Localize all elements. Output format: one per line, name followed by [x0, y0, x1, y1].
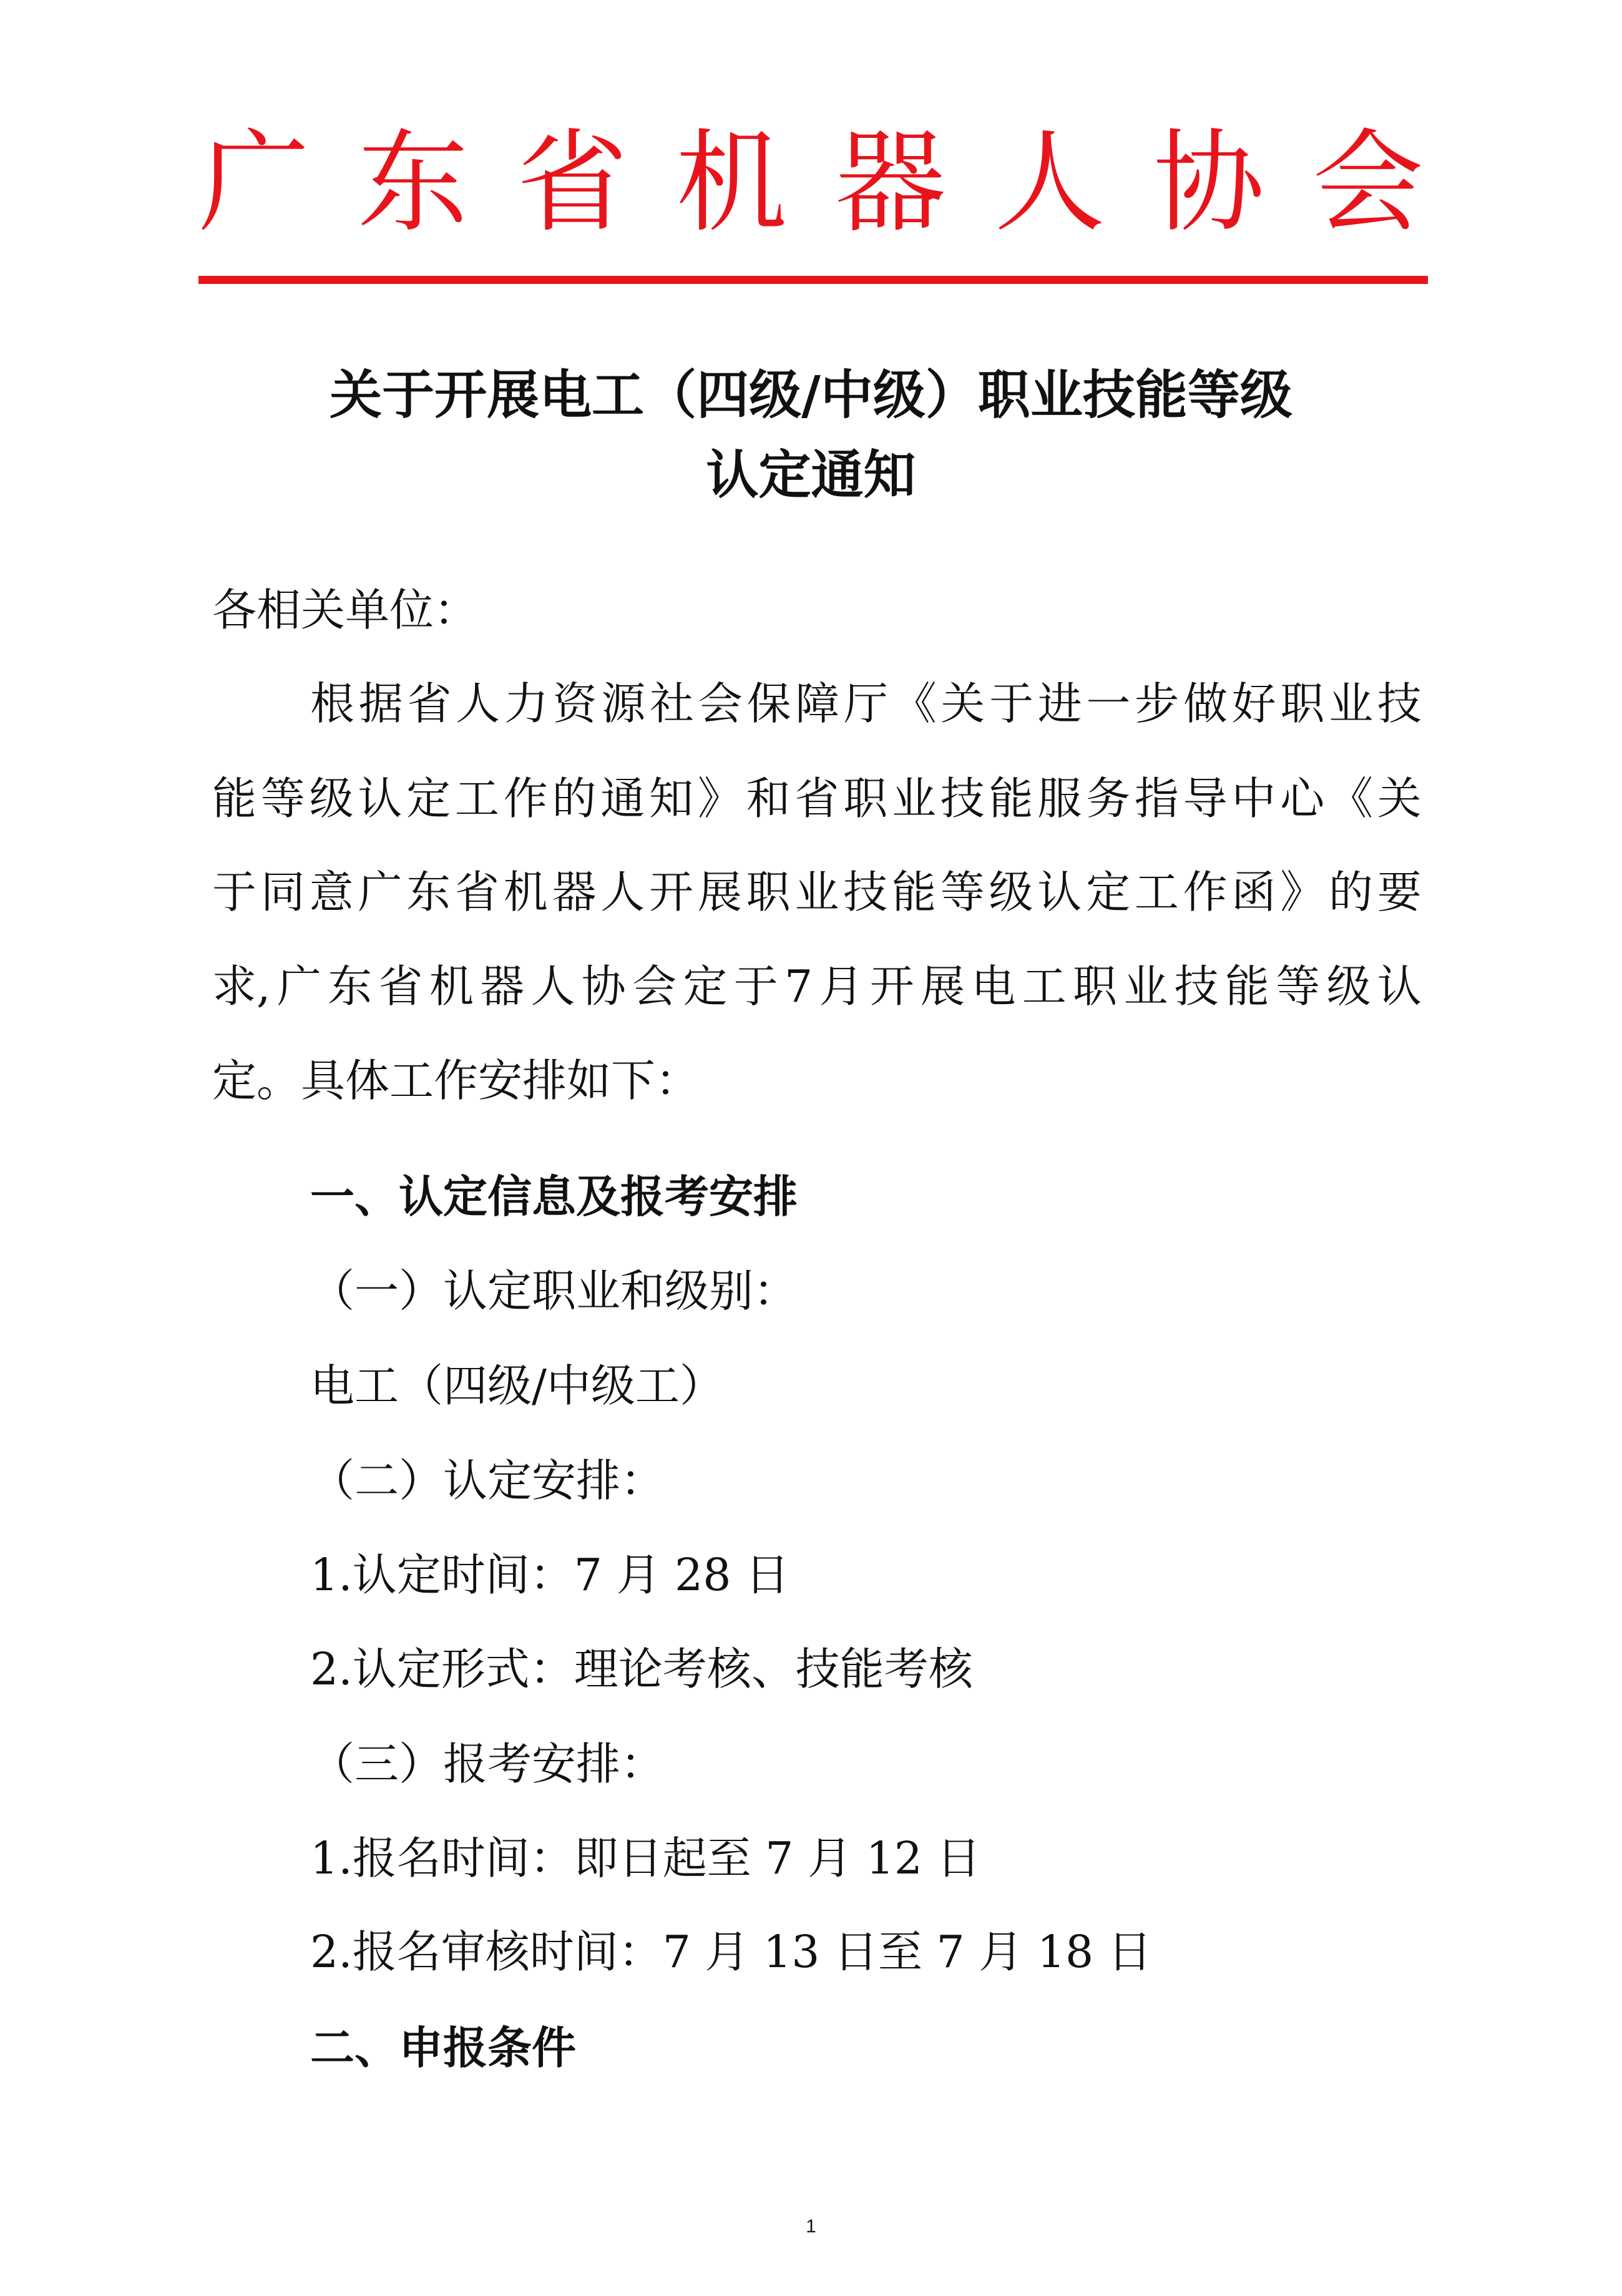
intro-char: 技	[843, 866, 888, 918]
letterhead-char: 器	[835, 118, 946, 247]
intro-char: 工	[1022, 960, 1067, 1012]
intro-char: 能	[1224, 960, 1269, 1012]
intro-char: 机	[503, 866, 548, 918]
intro-char: 省	[794, 773, 839, 824]
intro-char: 保	[746, 678, 791, 730]
intro-line-2	[212, 768, 1422, 830]
intro-char: 障	[795, 678, 840, 730]
letterhead-char: 广	[198, 118, 310, 247]
intro-char: 认	[1037, 866, 1082, 918]
salutation: 各相关单位：	[212, 584, 479, 636]
intro-char: 能	[891, 866, 936, 918]
intro-char: 同	[260, 866, 305, 918]
intro-char: 广	[276, 960, 321, 1012]
letterhead-char: 机	[676, 118, 787, 247]
letterhead-char: 协	[1153, 118, 1264, 247]
intro-char: 意	[309, 866, 354, 918]
intro-char: 会	[632, 960, 677, 1012]
intro-line-5: 定。具体工作安排如下：	[212, 1055, 700, 1106]
intro-char: 的	[552, 773, 597, 824]
intro-char: 定	[406, 773, 451, 824]
intro-char: 职	[746, 866, 791, 918]
intro-char: 职	[1280, 678, 1325, 730]
intro-char: 社	[650, 678, 695, 730]
intro-char: 工	[1134, 866, 1179, 918]
intro-char: 认	[1377, 960, 1422, 1012]
intro-char: 级	[989, 866, 1033, 918]
intro-char: 月	[819, 960, 864, 1012]
letterhead-char: 省	[517, 118, 628, 247]
intro-char: 7	[784, 960, 813, 1012]
letterhead-char: 会	[1312, 118, 1424, 247]
intro-char: 人	[600, 866, 645, 918]
intro-char: 导	[1183, 773, 1228, 824]
intro-char: 知	[649, 773, 694, 824]
intro-char: 关	[940, 678, 985, 730]
intro-char: 和	[746, 773, 791, 824]
intro-char: 好	[1231, 678, 1276, 730]
intro-char: 业	[1329, 678, 1374, 730]
intro-char: 工	[454, 773, 499, 824]
intro-char: 作	[1183, 866, 1228, 918]
subsection-title-3: （三）报考安排：	[310, 1738, 665, 1790]
subsection-title-2: （二）认定安排：	[310, 1455, 665, 1507]
intro-char: 的	[1328, 866, 1373, 918]
intro-char: 展	[697, 866, 742, 918]
list-item-registration-time: 1.报名时间：即日起至 7 月 12 日	[310, 1832, 981, 1884]
intro-char: 定	[683, 960, 728, 1012]
intro-char: 业	[794, 866, 839, 918]
intro-char: 人	[530, 960, 575, 1012]
intro-char: 协	[581, 960, 626, 1012]
intro-char: 技	[940, 773, 985, 824]
intro-char: 东	[328, 960, 373, 1012]
intro-char: 展	[921, 960, 965, 1012]
intro-char: 根	[310, 678, 355, 730]
intro-char: 等	[260, 773, 305, 824]
intro-char: 机	[429, 960, 474, 1012]
intro-char: 力	[504, 678, 549, 730]
intro-char: 人	[456, 678, 501, 730]
intro-char: 作	[503, 773, 548, 824]
letterhead-title	[198, 115, 1424, 250]
intro-char: 业	[1123, 960, 1168, 1012]
intro-char: 关	[1377, 773, 1422, 824]
intro-char: 等	[1276, 960, 1321, 1012]
intro-char: 技	[1377, 678, 1422, 730]
intro-char: 职	[843, 773, 888, 824]
intro-char: 《	[892, 678, 937, 730]
subsection-body-1: 电工（四级/中级工）	[310, 1360, 724, 1412]
intro-char: 指	[1134, 773, 1179, 824]
intro-char: 心	[1280, 773, 1325, 824]
intro-char: 能	[989, 773, 1033, 824]
intro-char: 省	[378, 960, 423, 1012]
intro-char: 通	[600, 773, 645, 824]
page-number: 1	[806, 2216, 816, 2237]
intro-char: 》	[697, 773, 742, 824]
intro-char: 要	[1377, 866, 1422, 918]
intro-char: 认	[358, 773, 403, 824]
letterhead-divider	[198, 276, 1428, 284]
letterhead-char: 人	[994, 118, 1105, 247]
intro-char: 业	[891, 773, 936, 824]
intro-char: 进	[1037, 678, 1082, 730]
intro-char: 器	[480, 960, 525, 1012]
intro-char: 资	[552, 678, 597, 730]
document-title-line2: 认定通知	[706, 444, 916, 506]
intro-char: 务	[1086, 773, 1131, 824]
intro-char: 于	[989, 678, 1034, 730]
intro-char: 会	[698, 678, 743, 730]
intro-char: 能	[212, 773, 257, 824]
intro-char: 一	[1086, 678, 1131, 730]
subsection-title-1: （一）认定职业和级别：	[310, 1265, 798, 1317]
section-heading-1: 一、认定信息及报考安排	[310, 1171, 798, 1223]
intro-char: 职	[1073, 960, 1118, 1012]
intro-char: 做	[1183, 678, 1228, 730]
intro-char: 中	[1231, 773, 1276, 824]
intro-char: 东	[406, 866, 451, 918]
intro-char: 于	[212, 866, 257, 918]
intro-char: 开	[649, 866, 694, 918]
letterhead-char: 东	[358, 118, 469, 247]
intro-char: 级	[1326, 960, 1371, 1012]
intro-char: 省	[454, 866, 499, 918]
intro-char: 开	[869, 960, 914, 1012]
intro-char: 厅	[843, 678, 888, 730]
intro-char: 级	[309, 773, 354, 824]
section-heading-2: 二、申报条件	[310, 2022, 577, 2074]
intro-char: 求,	[212, 960, 271, 1012]
intro-char: 等	[940, 866, 985, 918]
list-item-review-time: 2.报名审核时间：7 月 13 日至 7 月 18 日	[310, 1926, 1152, 1978]
intro-line-4	[212, 955, 1422, 1018]
intro-char: 器	[552, 866, 597, 918]
intro-char: 《	[1328, 773, 1373, 824]
list-item-assessment-time: 1.认定时间：7 月 28 日	[310, 1549, 789, 1601]
intro-char: 技	[1174, 960, 1219, 1012]
intro-char: 定	[1086, 866, 1131, 918]
intro-char: 于	[733, 960, 778, 1012]
intro-line-3	[212, 861, 1422, 924]
intro-char: 广	[358, 866, 403, 918]
intro-char: 步	[1135, 678, 1180, 730]
intro-char: 据	[358, 678, 403, 730]
intro-char: 》	[1280, 866, 1325, 918]
intro-line-1	[310, 673, 1422, 735]
document-title-line1: 关于开展电工（四级/中级）职业技能等级	[330, 364, 1292, 426]
intro-char: 电	[971, 960, 1016, 1012]
intro-char: 源	[601, 678, 646, 730]
intro-char: 服	[1037, 773, 1082, 824]
intro-char: 省	[407, 678, 452, 730]
list-item-assessment-form: 2.认定形式：理论考核、技能考核	[310, 1643, 973, 1695]
intro-char: 函	[1231, 866, 1276, 918]
